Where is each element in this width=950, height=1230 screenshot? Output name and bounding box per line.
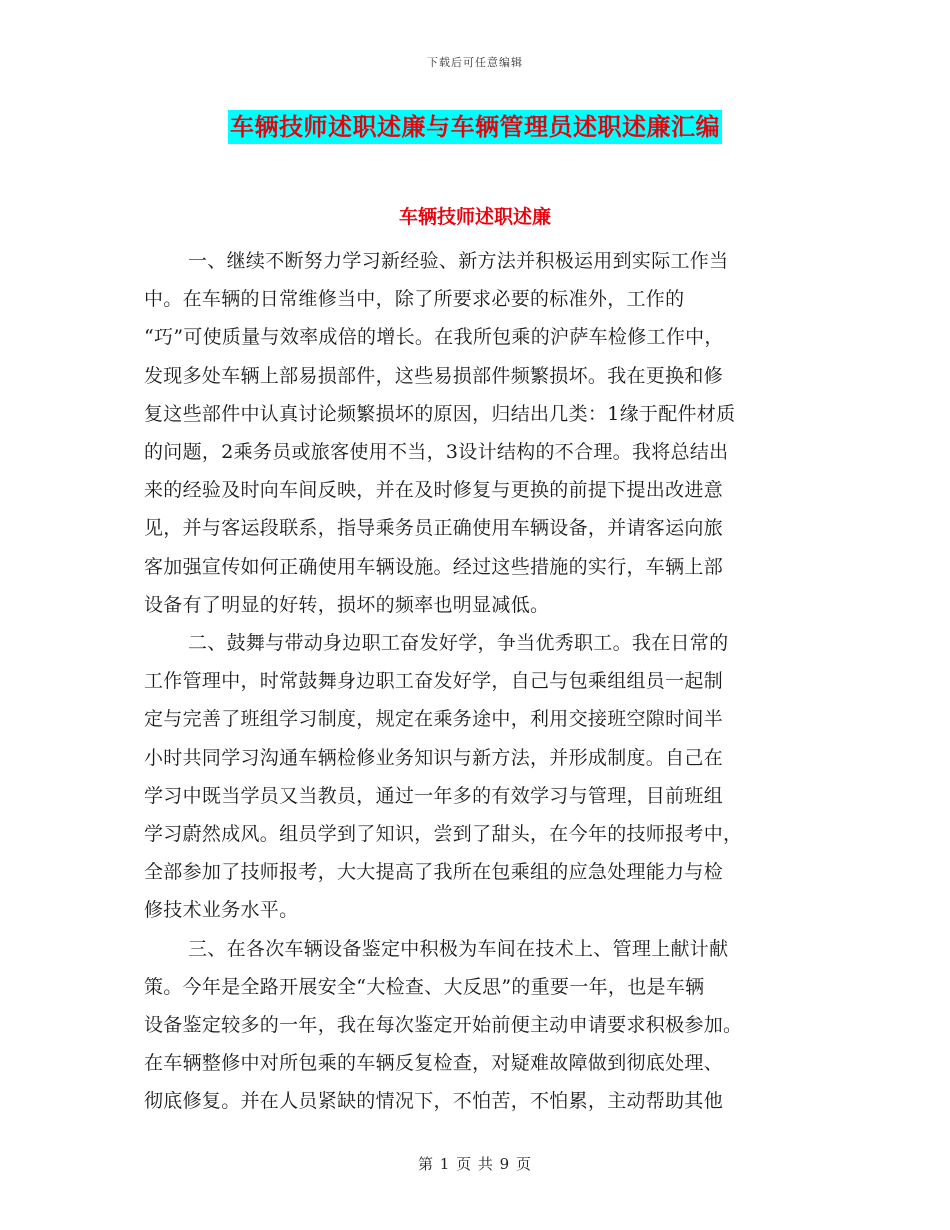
text-line: 来的经验及时向车间反映，并在及时修复与更换的前提下提出改进意 bbox=[144, 479, 724, 502]
paragraph-1 bbox=[144, 242, 806, 624]
page-number: 第 1 页 共 9 页 bbox=[418, 1155, 532, 1173]
text-line: 策。今年是全路开展安全“大检查、大反思”的重要一年，也是车辆 bbox=[144, 975, 705, 998]
text-line: 小时共同学习沟通车辆检修业务知识与新方法，并形成制度。自己在 bbox=[144, 746, 724, 769]
text-line: 复这些部件中认真讨论频繁损坏的原因，归结出几类：1缘于配件材质 bbox=[144, 402, 736, 425]
paragraph-2 bbox=[144, 624, 806, 930]
text-line: 修技术业务水平。 bbox=[144, 899, 299, 922]
text-line: 发现多处车辆上部易损部件，这些易损部件频繁损坏。我在更换和修 bbox=[144, 364, 724, 387]
text-line: “巧”可使质量与效率成倍的增长。在我所包乘的沪萨车检修工作中， bbox=[144, 326, 724, 349]
document-body bbox=[144, 242, 806, 1121]
text-line: 设备有了明显的好转，损坏的频率也明显减低。 bbox=[144, 593, 550, 616]
text-line: 设备鉴定较多的一年，我在每次鉴定开始前便主动申请要求积极参加。 bbox=[144, 1014, 743, 1037]
text-line: 三、在各次车辆设备鉴定中积极为车间在技术上、管理上献计献 bbox=[188, 937, 729, 960]
text-line: 客加强宣传如何正确使用车辆设施。经过这些措施的实行，车辆上部 bbox=[144, 555, 724, 578]
text-line: 定与完善了班组学习制度，规定在乘务途中，利用交接班空隙时间半 bbox=[144, 708, 724, 731]
text-line: 工作管理中，时常鼓舞身边职工奋发好学，自己与包乘组组员一起制 bbox=[144, 670, 724, 693]
section-title: 车辆技师述职述廉 bbox=[398, 206, 551, 228]
text-line: 一、继续不断努力学习新经验、新方法并积极运用到实际工作当 bbox=[188, 250, 729, 272]
text-line: 在车辆整修中对所包乘的车辆反复检查，对疑难故障做到彻底处理、 bbox=[144, 1052, 724, 1075]
text-line: 的问题，2乘务员或旅客使用不当，3设计结构的不合理。我将总结出 bbox=[144, 441, 729, 464]
text-line: 彻底修复。并在人员紧缺的情况下，不怕苦，不怕累，主动帮助其他 bbox=[144, 1090, 724, 1113]
text-line: 二、鼓舞与带动身边职工奋发好学，争当优秀职工。我在日常的 bbox=[188, 632, 729, 655]
main-title-container bbox=[0, 110, 950, 144]
text-line: 全部参加了技师报考，大大提高了我所在包乘组的应急处理能力与检 bbox=[144, 861, 724, 884]
header-note: 下载后可任意编辑 bbox=[427, 56, 523, 69]
text-line: 中。在车辆的日常维修当中，除了所要求必要的标准外，工作的 bbox=[144, 288, 685, 311]
text-line: 学习蔚然成风。组员学到了知识，尝到了甜头，在今年的技师报考中， bbox=[144, 823, 743, 846]
main-title: 车辆技师述职述廉与车辆管理员述职述廉汇编 bbox=[228, 110, 722, 144]
text-line: 见，并与客运段联系，指导乘务员正确使用车辆设备，并请客运向旅 bbox=[144, 517, 724, 540]
paragraph-3 bbox=[144, 930, 806, 1121]
text-line: 学习中既当学员又当教员，通过一年多的有效学习与管理，目前班组 bbox=[144, 784, 724, 807]
